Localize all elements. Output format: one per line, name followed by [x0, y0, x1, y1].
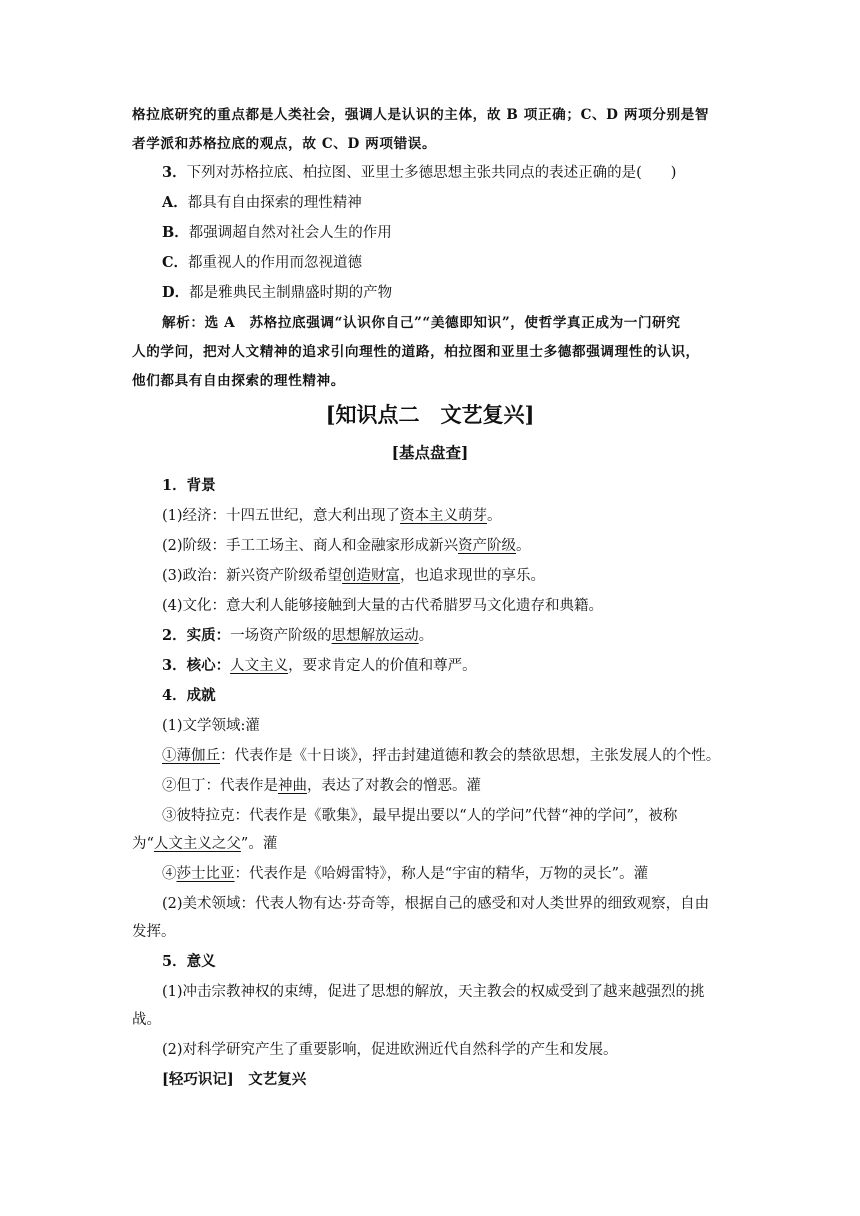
- tip-label: [轻巧识记]: [162, 1071, 234, 1088]
- text: ：代表作是《哈姆雷特》，称人是“宇宙的精华，万物的灵长”。灌: [234, 866, 649, 882]
- item-heading: 3．核心：: [162, 657, 231, 674]
- text: ，要求肯定人的价值和尊严。: [288, 658, 477, 674]
- key-term: 资产阶级: [458, 538, 517, 554]
- shakespeare-line: [162, 864, 762, 884]
- core-line: [162, 656, 762, 676]
- significance-1-line-1: (1)冲击宗教神权的束缚，促进了思想的解放，天主教会的权威受到了越来越强烈的挑: [162, 984, 705, 1000]
- prev-explanation-line-2: 者学派和苏格拉底的观点，故 C、D 两项错误。: [132, 136, 437, 152]
- background-class: [162, 536, 762, 556]
- significance-2: (2)对科学研究产生了重要影响，促进欧洲近代自然科学的产生和发展。: [162, 1042, 618, 1058]
- explanation-line-2: 人的学问，把对人文精神的追求引向理性的道路，柏拉图和亚里士多德都强调理性的认识，: [132, 344, 700, 360]
- option-text: 都强调超自然对社会人生的作用: [188, 225, 392, 241]
- option-d: [162, 283, 762, 303]
- art-line-1: (2)美术领域：代表人物有达·芬奇等，根据自己的感受和对人类世界的细致观察，自由: [162, 896, 710, 912]
- question-number: 3．: [162, 164, 187, 181]
- key-term: 神曲: [278, 778, 307, 794]
- option-text: 都重视人的作用而忽视道德: [188, 255, 363, 271]
- text: 为“: [132, 836, 154, 852]
- question-text: 下列对苏格拉底、柏拉图、亚里士多德思想主张共同点的表述正确的是( ): [186, 165, 677, 181]
- option-text: 都是雅典民主制鼎盛时期的产物: [189, 285, 393, 301]
- text: 。: [418, 628, 434, 644]
- significance-heading: 5．意义: [162, 953, 216, 970]
- text: (2)阶级：手工工场主、商人和金融家形成新兴: [162, 538, 459, 554]
- section-title: [知识点二 文艺复兴]: [325, 402, 535, 427]
- subsection-title: [基点盘查]: [391, 443, 469, 462]
- item-heading: 2．实质：: [162, 627, 231, 644]
- explanation-choice: 选 A: [204, 315, 250, 331]
- explanation-line-3: 他们都具有自由探索的理性精神。: [132, 373, 345, 389]
- art-line-2: 发挥。: [132, 924, 176, 940]
- text: ”。灌: [240, 836, 278, 852]
- explanation-line-1: [162, 313, 762, 333]
- background-culture: (4)文化：意大利人能够接触到大量的古代希腊罗马文化遗存和典籍。: [162, 598, 604, 614]
- background-economy: [162, 506, 762, 526]
- essence-line: [162, 626, 762, 646]
- literature-heading: (1)文学领域:灌: [162, 718, 260, 734]
- dante-line: [162, 776, 762, 796]
- tip-text: 文艺复兴: [233, 1071, 307, 1088]
- text: ：代表作是《十日谈》，抨击封建道德和教会的禁欲思想，主张发展人的个性。: [220, 748, 721, 764]
- explanation-label: 解析：: [162, 315, 205, 331]
- option-c: [162, 253, 762, 273]
- text: 一场资产阶级的: [230, 628, 332, 644]
- text: ，也追求现世的享乐。: [400, 568, 546, 584]
- option-letter: A．: [162, 194, 188, 211]
- key-term: 人文主义之父: [153, 836, 241, 852]
- boccaccio-line: [162, 746, 762, 766]
- background-politics: [162, 566, 762, 586]
- option-text: 都具有自由探索的理性精神: [187, 195, 362, 211]
- explanation-text: 苏格拉底强调“认识你自己”“美德即知识”，使哲学真正成为一门研究: [249, 315, 681, 331]
- key-term: 创造财富: [342, 568, 401, 584]
- option-b: [162, 223, 762, 243]
- text: ，表达了对教会的憎恶。灌: [307, 778, 481, 794]
- option-letter: B．: [162, 224, 189, 241]
- text: ④: [162, 866, 177, 882]
- background-heading: 1．背景: [162, 477, 216, 494]
- key-term: ①薄伽丘: [162, 748, 220, 764]
- option-letter: C．: [162, 254, 189, 271]
- text: 。: [516, 538, 531, 554]
- significance-1-line-2: 战。: [132, 1012, 161, 1028]
- memory-tip: [162, 1070, 762, 1090]
- option-a: [162, 193, 762, 213]
- petrarch-line-2: [132, 834, 732, 854]
- achievements-heading: 4．成就: [162, 687, 216, 704]
- question-3-stem: [162, 163, 762, 183]
- text: 。: [487, 508, 502, 524]
- key-term: 人文主义: [230, 658, 289, 674]
- prev-explanation-line-1: 格拉底研究的重点都是人类社会，强调人是认识的主体，故 B 项正确；C、D 两项分别是智: [132, 107, 710, 123]
- option-letter: D．: [162, 284, 190, 301]
- key-term: 莎士比亚: [176, 866, 235, 882]
- petrarch-line-1: ③彼特拉克：代表作是《歌集》，最早提出要以“人的学问”代替“神的学问”，被称: [162, 808, 678, 824]
- text: (1)经济：十四五世纪，意大利出现了: [162, 508, 401, 524]
- text: (3)政治：新兴资产阶级希望: [162, 568, 343, 584]
- key-term: 资本主义萌芽: [400, 508, 488, 524]
- key-term: 思想解放运动: [331, 628, 419, 644]
- text: ②但丁：代表作是: [162, 778, 278, 794]
